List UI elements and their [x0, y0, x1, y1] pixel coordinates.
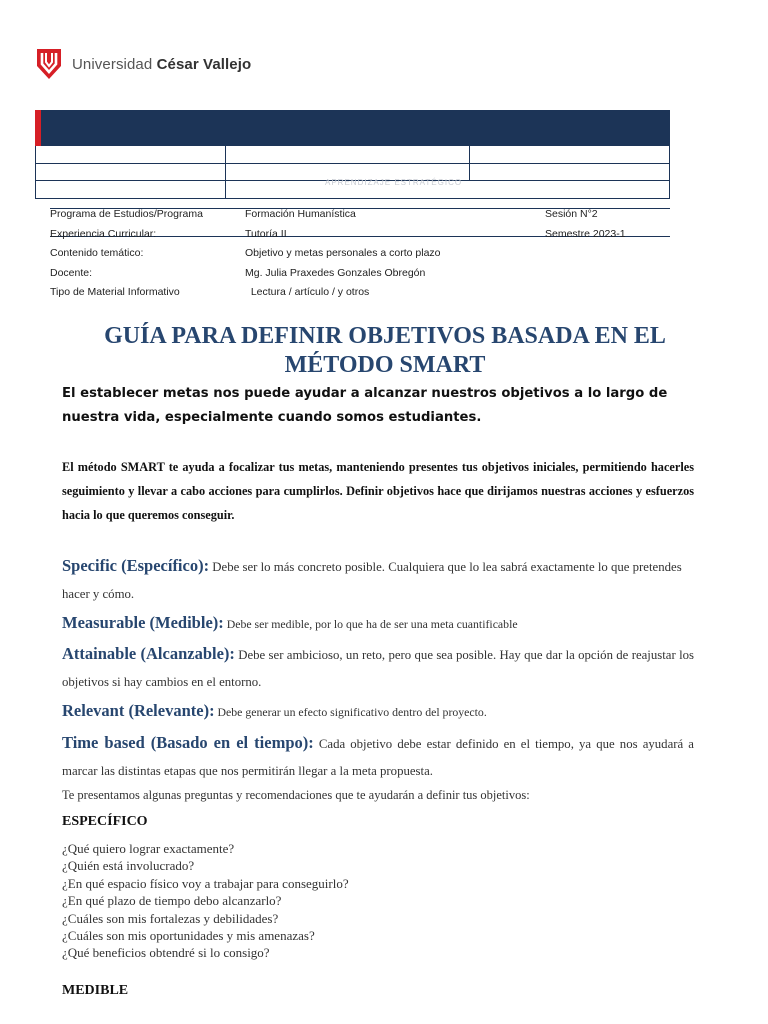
- list-item: ¿Cuáles son mis fortalezas y debilidades?: [62, 910, 279, 926]
- header-table: [35, 110, 670, 187]
- list-item: ¿En qué plazo de tiempo debo alcanzarlo?: [62, 893, 282, 909]
- header-grid-divider: [225, 146, 226, 199]
- intro-paragraph: El establecer metas nos puede ayudar a alcanzar nuestros objetivos a lo largo de nuestra vida, especialmente cuando somos estudiantes.: [62, 386, 668, 425]
- ucv-shield-icon: [36, 48, 62, 80]
- definition-term: Time based (Basado en el tiempo):: [62, 733, 314, 752]
- info-label: Experiencia Curricular:: [50, 227, 157, 240]
- info-row-material: [50, 286, 670, 306]
- section-heading-specific: ESPECÍFICO: [62, 814, 148, 829]
- university-name: [72, 56, 251, 73]
- list-item: ¿Qué quiero lograr exactamente?: [62, 841, 235, 856]
- definition-text: Cada objetivo debe estar definido en el tiempo, ya que nos ayudará a marcar las distintas etapas que nos permitirán llegar a la meta propuesta.: [62, 737, 694, 778]
- info-value: Objetivo y metas personales a corto plazo: [245, 247, 441, 259]
- info-value: Formación Humanística: [245, 208, 356, 220]
- info-value: Mg. Julia Praxedes Gonzales Obregón: [245, 266, 426, 279]
- info-label: Docente:: [50, 266, 93, 279]
- definition-text: Debe ser lo más concreto posible. Cualquiera que lo lea sabrá exactamente lo que pretendes hacer y cómo.: [62, 560, 682, 601]
- definition-term: Attainable (Alcanzable):: [62, 644, 235, 663]
- info-value: Lectura / artículo / y otros: [245, 286, 370, 298]
- document-title-line: GUÍA PARA DEFINIR OBJETIVOS BASADA EN EL: [104, 323, 666, 349]
- university-name-bold: César Vallejo: [156, 55, 252, 73]
- recommendations-text: Te presentamos algunas preguntas y recomendaciones que te ayudarán a definir tus objetivos:: [62, 788, 530, 802]
- info-row-content: [50, 247, 670, 267]
- list-item: ¿Quién está involucrado?: [62, 858, 195, 874]
- header-grid-divider: [469, 146, 470, 181]
- info-value: Tutoría II: [245, 227, 287, 240]
- question-list: [62, 840, 349, 962]
- info-extra: Semestre 2023-1: [545, 227, 626, 240]
- info-row-program: [50, 208, 670, 228]
- definition-text: Debe generar un efecto significativo dentro del proyecto.: [214, 705, 487, 719]
- document-title-line: MÉTODO SMART: [284, 352, 486, 378]
- definition-time-based: [62, 729, 694, 785]
- info-label: Programa de Estudios/Programa: [50, 208, 203, 220]
- list-item: ¿Qué beneficios obtendré si lo consigo?: [62, 945, 270, 961]
- header-bar: [35, 110, 670, 146]
- header-faint-text: APRENDIZAJE ESTRATÉGICO: [325, 178, 463, 187]
- header-grid-row: [35, 146, 670, 164]
- definition-term: Measurable (Medible):: [62, 613, 224, 632]
- definition-text: Debe ser medible, por lo que ha de ser una meta cuantificable: [223, 617, 518, 631]
- definition-term: Specific (Específico):: [62, 556, 210, 575]
- definition-attainable: [62, 640, 694, 696]
- info-label: Tipo de Material Informativo: [50, 286, 180, 298]
- university-logo: [36, 48, 251, 80]
- section-heading-measurable: MEDIBLE: [62, 983, 129, 998]
- list-item: ¿En qué espacio físico voy a trabajar para conseguirlo?: [62, 875, 349, 891]
- smart-intro-paragraph: El método SMART te ayuda a focalizar tus metas, manteniendo presentes tus objetivos iniciales, permitiendo hacerles seguimiento y llevar a cabo acciones para cumplirlos. Definir objetivos hace que dirijamos nuestras acciones y esfuerzos hacia lo que queremos conseguir.: [62, 460, 694, 522]
- list-item: ¿Cuáles son mis oportunidades y mis amenazas?: [62, 928, 315, 944]
- info-row-teacher: [50, 267, 670, 287]
- definition-measurable: [62, 609, 694, 638]
- info-row-course: [50, 228, 670, 248]
- definition-specific: [62, 552, 694, 608]
- course-info: [50, 208, 670, 306]
- info-label: Contenido temático:: [50, 247, 144, 259]
- definition-relevant: [62, 697, 694, 726]
- university-name-regular: Universidad: [72, 55, 157, 73]
- info-extra: Sesión N°2: [545, 208, 598, 220]
- document-title: [60, 322, 710, 380]
- definition-text: Debe ser ambicioso, un reto, pero que sea posible. Hay que dar la opción de reajustar los objetivos si hay cambios en el entorno.: [62, 648, 694, 689]
- definition-term: Relevant (Relevante):: [62, 701, 215, 720]
